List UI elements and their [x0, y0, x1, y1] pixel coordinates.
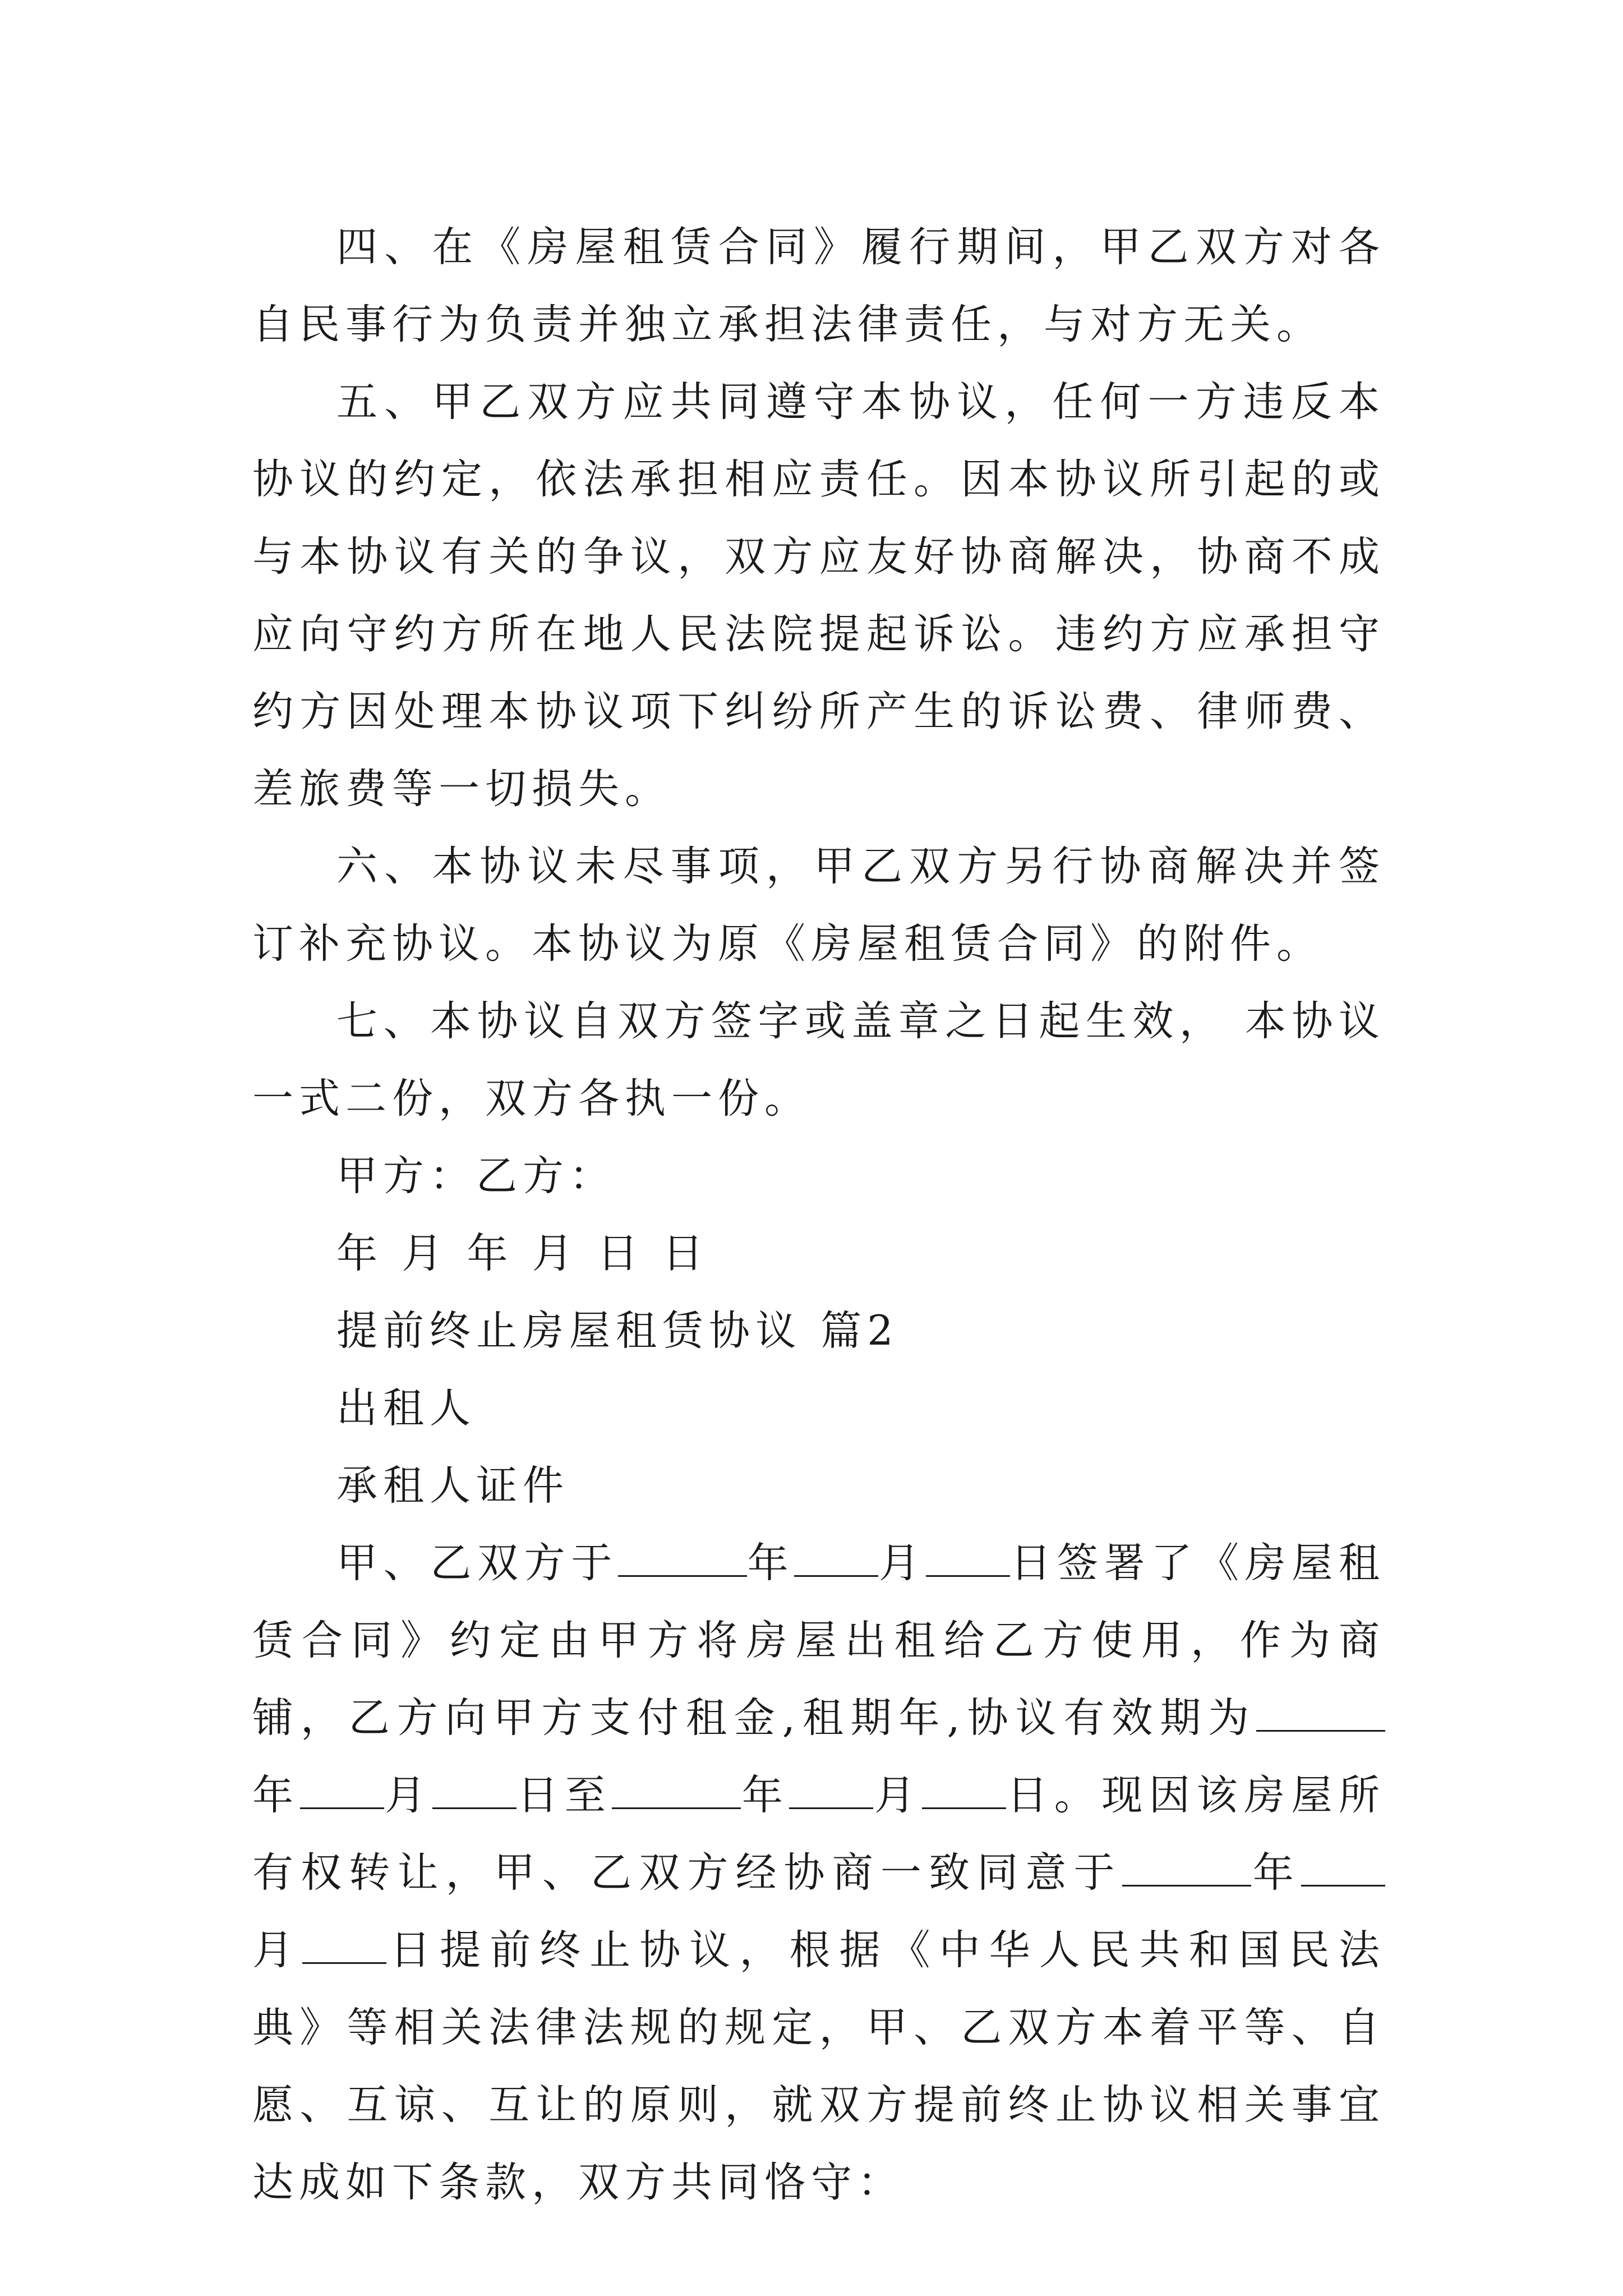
- clause-6: 六、本协议未尽事项，甲乙双方另行协商解决并签订补充协议。本协议为原《房屋租赁合同》的附件。: [252, 843, 1385, 968]
- blank-line: [794, 1542, 878, 1577]
- intro-text-5: 年: [252, 1772, 300, 1819]
- intro-text-6: 月: [384, 1772, 432, 1819]
- intro-text-9: 月: [873, 1772, 922, 1819]
- intro-text-10: 日。现因该房屋所有权转让，甲、乙双方经协商一致同意于: [252, 1772, 1386, 1897]
- lessor-label: 出租人: [336, 1384, 476, 1432]
- blank-line: [612, 1774, 741, 1809]
- intro-text-8: 年: [741, 1772, 790, 1819]
- blank-line: [789, 1774, 873, 1809]
- intro-text-3: 月: [878, 1539, 926, 1587]
- intro-text-7: 日至: [516, 1772, 612, 1819]
- clause-4: 四、在《房屋租赁合同》履行期间，甲乙双方对各自民事行为负责并独立承担法律责任，与对方无关。: [252, 223, 1385, 348]
- signature-dates: 年 月 年 月 日 日: [336, 1230, 709, 1277]
- intro-text-2: 年: [747, 1539, 795, 1587]
- blank-line: [300, 1774, 384, 1809]
- blank-line: [432, 1774, 517, 1809]
- blank-line: [302, 1929, 386, 1964]
- blank-line: [926, 1542, 1010, 1577]
- blank-line: [1256, 1696, 1385, 1732]
- section-title: 提前终止房屋租赁协议 篇2: [336, 1307, 899, 1355]
- document-body: [252, 209, 1385, 2221]
- blank-line: [1301, 1851, 1385, 1887]
- clause-5: 五、甲乙双方应共同遵守本协议，任何一方违反本协议的约定，依法承担相应责任。因本协议所引起的或与本协议有关的争议，双方应友好协商解决，协商不成应向守约方所在地人民法院提起诉讼。违约方应承担守约方因处理本协议项下纠纷所产生的诉讼费、律师费、差旅费等一切损失。: [252, 378, 1385, 813]
- intro-text-11: 年: [1251, 1849, 1302, 1897]
- signature-parties: 甲方：乙方：: [336, 1152, 616, 1200]
- intro-text-1: 甲、乙双方于: [336, 1539, 618, 1587]
- intro-paragraph: [252, 1525, 1385, 2221]
- lessee-label: 承租人证件: [336, 1462, 569, 1510]
- intro-text-12: 月: [252, 1926, 303, 1974]
- intro-text-4: 日签署了《房屋租赁合同》约定由甲方将房屋出租给乙方使用，作为商铺，乙方向甲方支付租金,租期年,协议有效期为: [252, 1539, 1386, 1742]
- blank-line: [1122, 1851, 1251, 1887]
- blank-line: [618, 1542, 747, 1577]
- intro-text-13: 日提前终止协议，根据《中华人民共和国民法典》等相关法律法规的规定，甲、乙双方本着平等、自愿、互谅、互让的原则，就双方提前终止协议相关事宜达成如下条款，双方共同恪守：: [252, 1926, 1386, 2206]
- blank-line: [922, 1774, 1006, 1809]
- clause-7: 七、本协议自双方签字或盖章之日起生效， 本协议一式二份，双方各执一份。: [252, 997, 1385, 1122]
